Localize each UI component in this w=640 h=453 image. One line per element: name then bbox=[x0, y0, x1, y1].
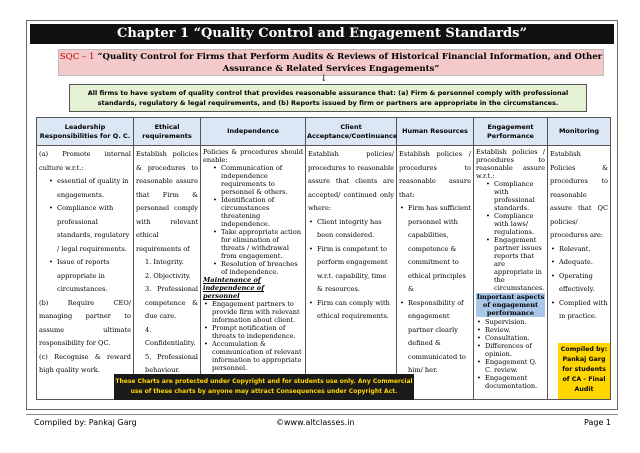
down-arrow-icon: ↓ bbox=[320, 74, 328, 84]
monitoring-intro: Establish Policies & procedures to reasonable assure that QC policies/ procedures are: bbox=[550, 150, 608, 239]
independence-bullet: • Engagement partners to provide firm with relevant information about client. bbox=[203, 300, 303, 324]
independence-bullet: • Accumulation & communication of relevant information to appropriate personnel. bbox=[203, 340, 303, 372]
leadership-bullet: • essential of quality in engagements. bbox=[48, 175, 131, 202]
ethical-item: 4. Confidentiality. bbox=[145, 325, 196, 347]
independence-cell bbox=[201, 146, 306, 400]
independence-bullet: • Prompt notification of threats to independence. bbox=[203, 324, 303, 340]
footer-divider bbox=[26, 414, 618, 415]
client-bullet: • Firm is competent to perform engagement w.r.t. capability, time & resources. bbox=[308, 243, 394, 297]
client-bullet: • Client integrity has been considered. bbox=[308, 216, 394, 243]
client-intro: Establish policies/ procedures to reasonable assure that clients are accepted/ continued only where: bbox=[308, 150, 394, 212]
sqc-text: “Quality Control for Firms that Perform Audits & Reviews of Historical Financial Information, and Other Assurance & Related Services Engagements” bbox=[97, 52, 603, 74]
hr-bullet: • Firm has sufficient personnel with capabilities, competence & commitment to ethical principles & bbox=[399, 202, 471, 297]
standards-table bbox=[36, 117, 611, 400]
independence-bullet: • Identification of circumstances threatening independence. bbox=[212, 196, 303, 228]
leadership-bullet: • Compliance with professional standards, regulatory / legal requirements. bbox=[48, 202, 131, 256]
leadership-c: (c) Recognise & reward high quality work. bbox=[39, 352, 131, 374]
compiled-by-box: Compiled by: Pankaj Garg for students of CA - Final Audit bbox=[558, 343, 610, 399]
monitoring-bullet: • Operating effectively. bbox=[550, 270, 608, 297]
independence-subheading: Maintenance of independence of personnel bbox=[203, 276, 265, 300]
engagement-bullet: • Differences of opinion. bbox=[476, 342, 545, 358]
hr-bullet: • Responsibility of engagement partner clearly defined & communicated to him/ her. bbox=[399, 297, 471, 378]
ethical-item: 5. Professional behaviour. bbox=[145, 352, 198, 374]
hr-cell bbox=[397, 146, 474, 400]
header-client: Client Acceptance/Continuance bbox=[306, 118, 397, 146]
footer-page: Page 1 bbox=[584, 418, 611, 427]
ethical-item: 3. Professional competence & due care. bbox=[145, 285, 198, 320]
engagement-intro: Establish policies / procedures to reasonable assure w.r.t.: bbox=[476, 148, 545, 180]
leadership-a: (a) Promote internal culture w.r.t.: bbox=[39, 150, 131, 172]
monitoring-bullet: • Complied with in practice. bbox=[550, 297, 608, 324]
footer-left: Compiled by: Pankaj Garg bbox=[34, 418, 137, 427]
engagement-bullet: • Engagement Q. C. review. bbox=[476, 358, 545, 374]
engagement-bullet: • Compliance with laws/ regulations. bbox=[485, 212, 545, 236]
engagement-bullet: • Consultation. bbox=[476, 334, 545, 342]
sqc-banner bbox=[58, 49, 604, 76]
chapter-title: Chapter 1 “Quality Control and Engagement Standards” bbox=[30, 24, 614, 44]
sqc-code: SQC – 1 bbox=[59, 52, 95, 62]
footer-center: ©www.altclasses.in bbox=[276, 418, 355, 427]
header-independence: Independence bbox=[201, 118, 306, 146]
copyright-notice: These Charts are protected under Copyright and for students use only. Any Commercial use of these charts by anyone may attract Consequences under Copyright Act. bbox=[114, 374, 414, 400]
header-leadership: Leadership Responsibilities for Q. C. bbox=[37, 118, 134, 146]
leadership-b: (b) Require CEO/ managing partner to assume ultimate responsibility for QC. bbox=[39, 298, 131, 347]
independence-bullet: • Take appropriate action for elimination of threats / withdrawal from engagement. bbox=[212, 228, 303, 260]
leadership-cell bbox=[37, 146, 134, 400]
engagement-bullet: • Review. bbox=[476, 326, 545, 334]
client-bullet: • Firm can comply with ethical requirements. bbox=[308, 297, 394, 324]
independence-bullet: • Communication of independence requirements to personnel & others. bbox=[212, 164, 303, 196]
intro-box: All firms to have system of quality control that provides reasonable assurance that: (a) Firm & personnel comply with professional standards, regulatory & legal requirements, and (b) Reports issued by firm or partners are appropriate in the circumstances. bbox=[69, 84, 587, 112]
ethical-intro: Establish policies & procedures to reasonable assure that Firm & personnel comply with relevant ethical requirements of bbox=[136, 150, 198, 253]
engagement-cell bbox=[474, 146, 548, 400]
monitoring-bullet: • Adequate. bbox=[550, 256, 608, 270]
engagement-bullet: • Compliance with professional standards. bbox=[485, 180, 545, 212]
header-engagement: Engagement Performance bbox=[474, 118, 548, 146]
ethical-item: 2. Objectivity. bbox=[145, 271, 191, 280]
independence-intro: Policies & procedures should enable: bbox=[203, 148, 303, 164]
engagement-bullet: • Engagement partner issues reports that are appropriate in the circumstances. bbox=[485, 236, 545, 292]
monitoring-bullet: • Relevant. bbox=[550, 243, 608, 257]
ethical-cell bbox=[134, 146, 201, 400]
client-cell bbox=[306, 146, 397, 400]
independence-bullet: • Resolution of breaches of independence. bbox=[212, 260, 303, 276]
engagement-bullet: • Engagement documentation. bbox=[476, 374, 545, 390]
ethical-item: 1. Integrity. bbox=[145, 258, 184, 266]
engagement-important-heading: Important aspects of engagement performance bbox=[476, 293, 545, 317]
leadership-bullet: • Issue of reports appropriate in circumstances. bbox=[48, 256, 131, 297]
header-ethical: Ethical requirements bbox=[134, 118, 201, 146]
header-monitoring: Monitoring bbox=[548, 118, 611, 146]
header-hr: Human Resources bbox=[397, 118, 474, 146]
engagement-bullet: • Supervision. bbox=[476, 318, 545, 326]
hr-intro: Establish policies / procedures to reasonable assure that: bbox=[399, 150, 471, 199]
